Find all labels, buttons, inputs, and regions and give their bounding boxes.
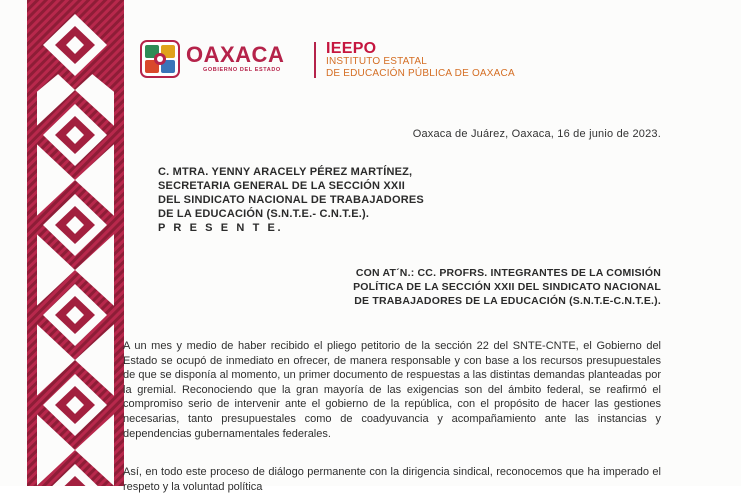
- institute-acronym: IEEPO: [326, 40, 377, 57]
- decorative-border: [27, 0, 124, 486]
- attention-line: CON AT´N.: CC. PROFRS. INTEGRANTES DE LA COMISIÓN: [355, 267, 661, 279]
- attention-block: [353, 266, 661, 308]
- attention-line: DE TRABAJADORES DE LA EDUCACIÓN (S.N.T.E-C.N.T.E.).: [354, 295, 661, 307]
- body-paragraph-1: A un mes y medio de haber recibido el pliego petitorio de la sección 22 del SNTE-CNTE, el Gobierno del Estado se ocupó de inmediato en ofrecer, de manera responsable y con base a los recursos presupuestales de que se disponía al momento, un primer documento de respuestas a las distintas demandas planteadas por la gremial. Reconociendo que la gran mayoría de las exigencias son del ámbito federal, se reafirmó el compromiso serio de intervenir ante el gobierno de la república, con el propósito de hacer las gestiones necesarias, tanto presupuestales como de coadyuvancia y acompañamiento ante las instancias y dependencias gubernamentales federales.: [123, 340, 661, 440]
- addressee-block: [158, 165, 424, 235]
- addressee-line: DE LA EDUCACIÓN (S.N.T.E.- C.N.T.E.).: [158, 208, 370, 220]
- addressee-line: P R E S E N T E.: [158, 222, 284, 234]
- institute-name-line2: DE EDUCACIÓN PÚBLICA DE OAXACA: [326, 68, 515, 79]
- addressee-line: SECRETARIA GENERAL DE LA SECCIÓN XXII: [158, 180, 405, 192]
- brand-subtitle: GOBIERNO DEL ESTADO: [203, 67, 281, 73]
- addressee-line: DEL SINDICATO NACIONAL DE TRABAJADORES: [158, 194, 424, 206]
- body-paragraph-2: Así, en todo este proceso de diálogo permanente con la dirigencia sindical, reconocemos que ha imperado el respeto y la voluntad política: [123, 466, 661, 493]
- institute-name-line1: INSTITUTO ESTATAL: [326, 56, 428, 67]
- attention-line: POLÍTICA DE LA SECCIÓN XXII DEL SINDICATO NACIONAL: [353, 281, 661, 293]
- brand-name: OAXACA: [186, 42, 285, 67]
- oaxaca-emblem-icon: [140, 40, 180, 78]
- letter-date: Oaxaca de Juárez, Oaxaca, 16 de junio de 2023.: [412, 128, 661, 140]
- header-divider: [314, 42, 316, 78]
- addressee-line: C. MTRA. YENNY ARACELY PÉREZ MARTÍNEZ,: [158, 166, 413, 178]
